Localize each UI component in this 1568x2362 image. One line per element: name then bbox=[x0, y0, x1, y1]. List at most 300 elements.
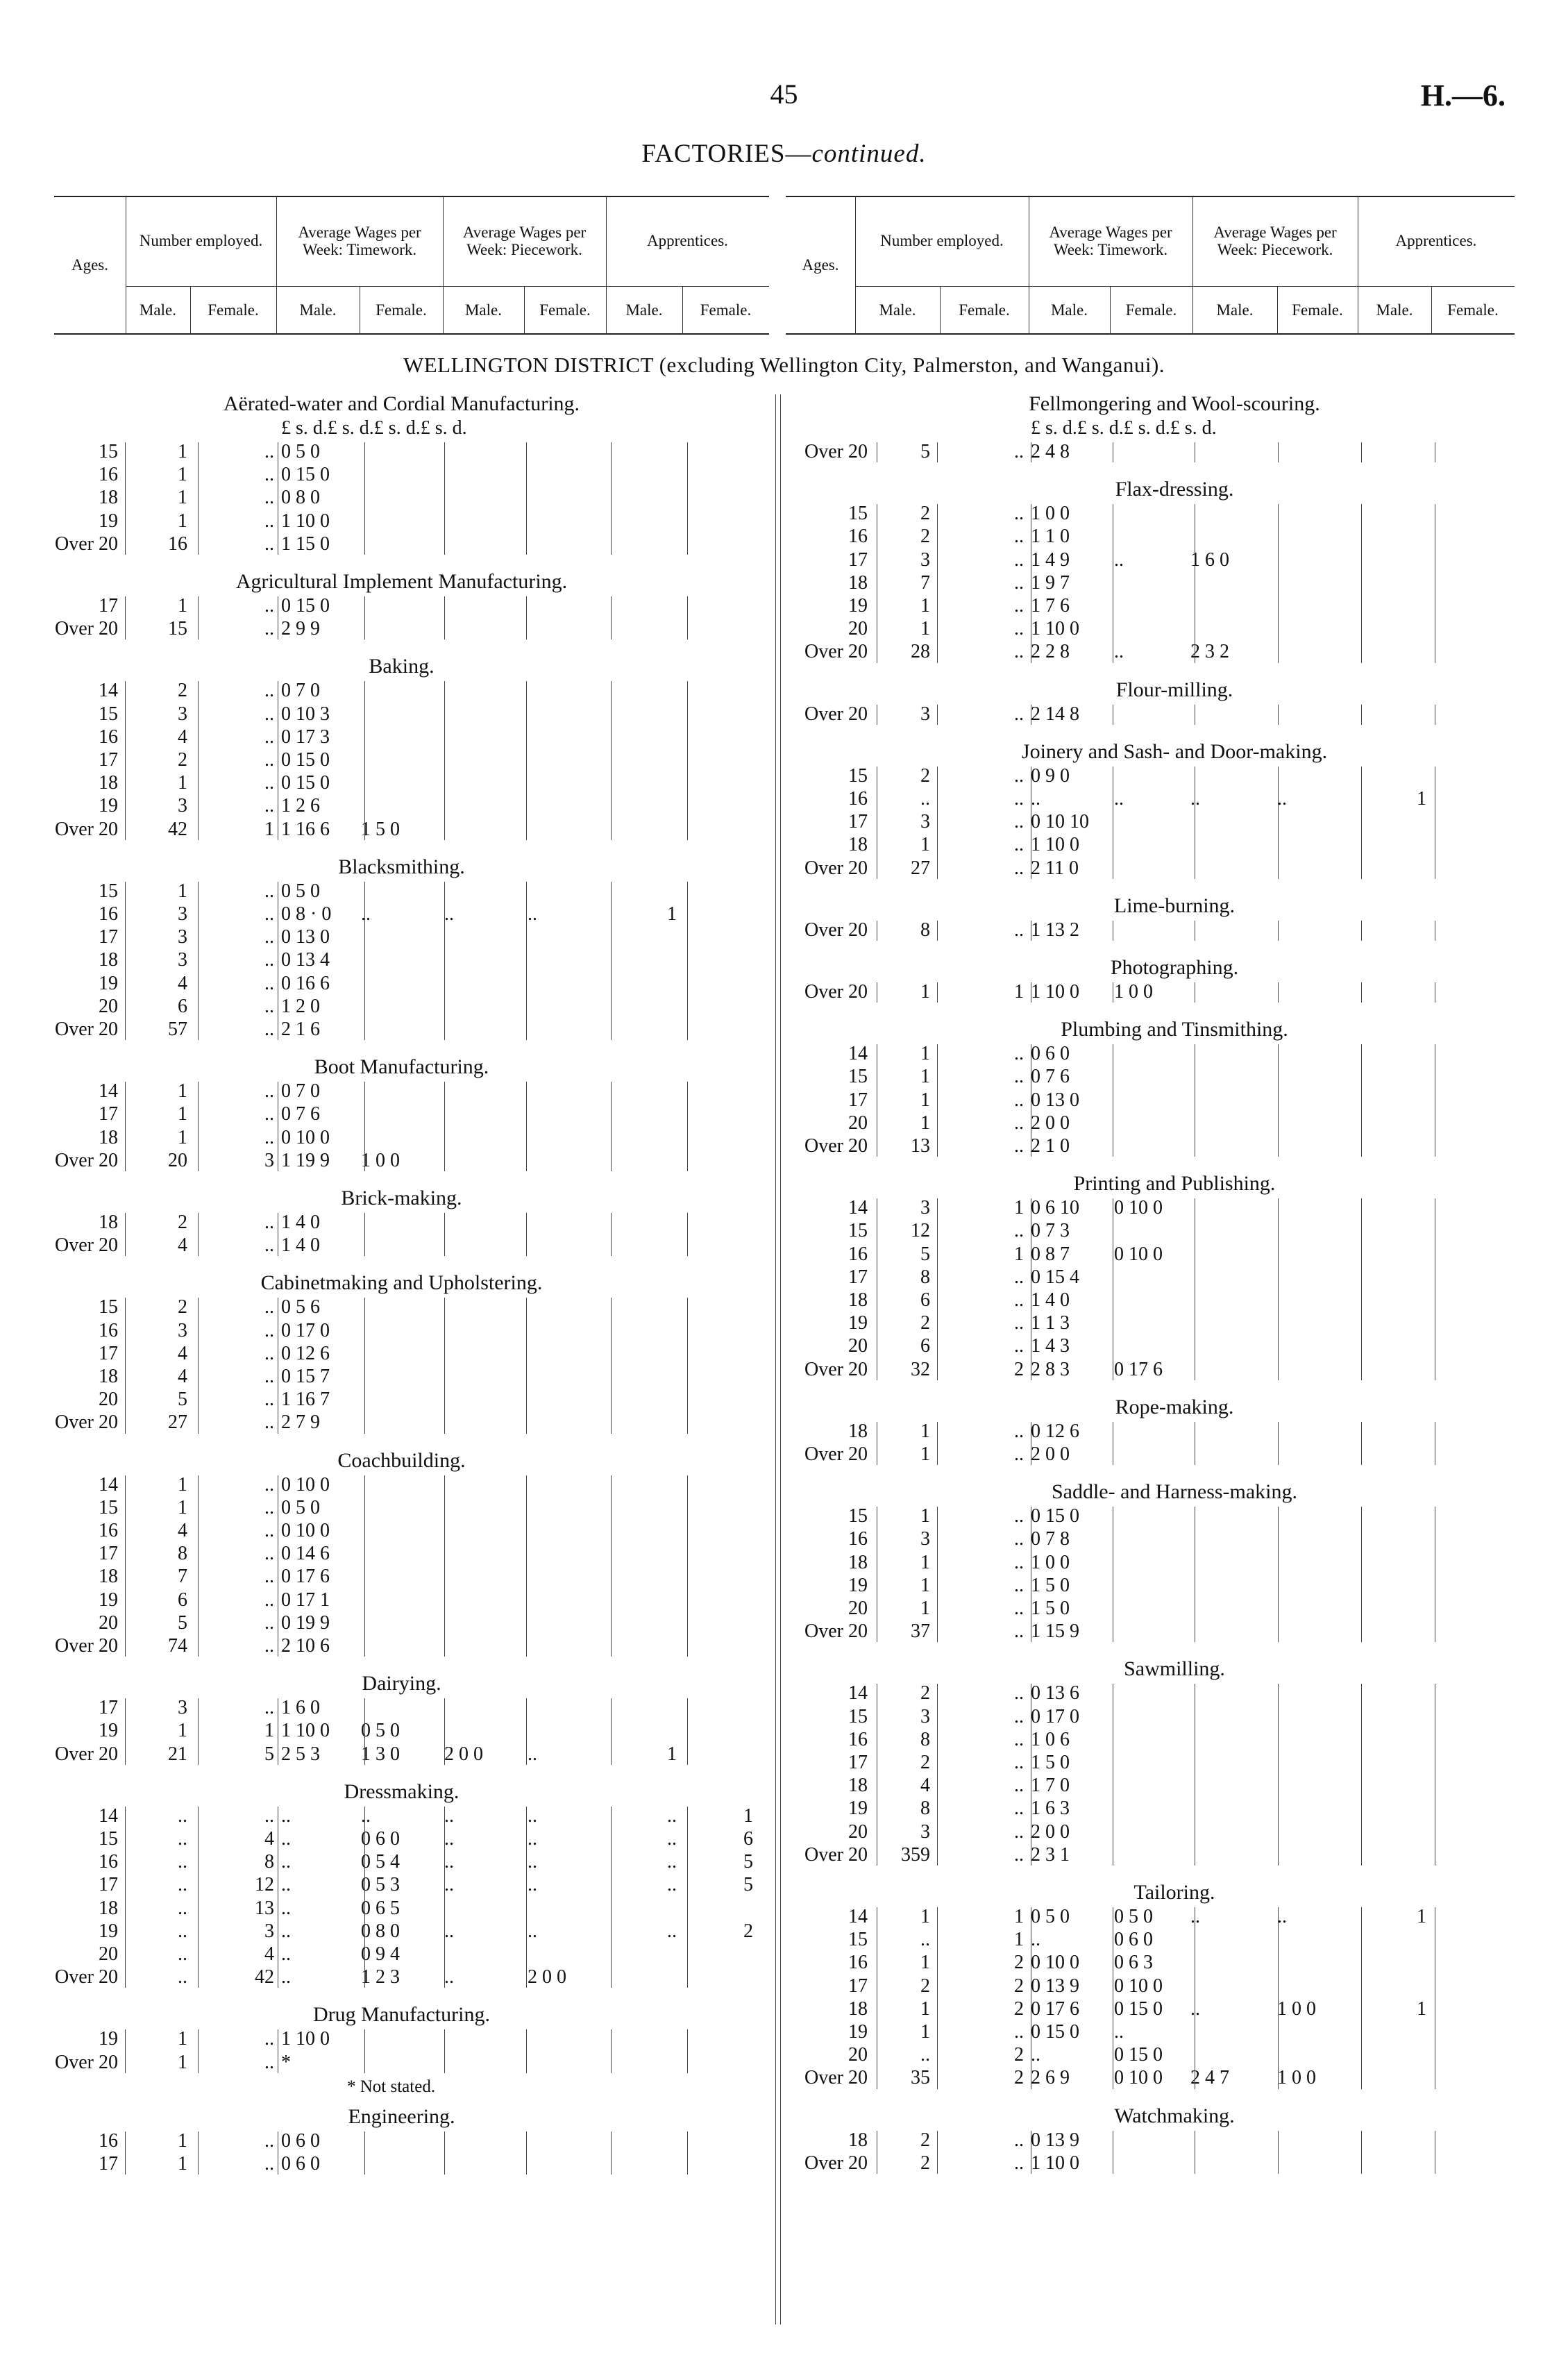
cell-female: .. bbox=[264, 1611, 274, 1634]
cell-tf: 0 9 4 bbox=[361, 1943, 400, 1965]
cell-female: .. bbox=[264, 1342, 274, 1364]
section-name: Saddle- and Harness-making. bbox=[1051, 1480, 1298, 1504]
cell-tm: 0 7 8 bbox=[1031, 1528, 1070, 1550]
column-rule bbox=[1361, 705, 1362, 725]
cell-male: 8 bbox=[920, 1798, 930, 1820]
table-row bbox=[0, 1497, 775, 1520]
cell-pm: 1 6 0 bbox=[1190, 548, 1229, 571]
cell-female: .. bbox=[1014, 919, 1024, 941]
cell-female: 8 bbox=[264, 1851, 274, 1873]
column-rule bbox=[1278, 1198, 1279, 1380]
cell-tm: 0 19 9 bbox=[281, 1611, 330, 1634]
cell-male: 3 bbox=[920, 1820, 930, 1843]
cell-female: .. bbox=[264, 1126, 274, 1148]
table-row bbox=[0, 1366, 775, 1389]
table-row bbox=[0, 464, 775, 487]
column-rule bbox=[611, 596, 612, 639]
cell-age: 14 bbox=[99, 1804, 118, 1827]
cell-age: 15 bbox=[99, 1496, 118, 1518]
cell-tm: 0 15 7 bbox=[281, 1365, 330, 1387]
table-row bbox=[781, 1552, 1568, 1575]
cell-tm: 1 5 0 bbox=[1031, 1751, 1070, 1773]
cell-age: Over 20 bbox=[55, 1966, 118, 1988]
cell-age: 20 bbox=[848, 618, 868, 640]
table-row bbox=[781, 1752, 1568, 1775]
cell-male: 3 bbox=[920, 1528, 930, 1550]
column-rule bbox=[1278, 442, 1279, 462]
cell-tm: 1 0 0 bbox=[1031, 1551, 1070, 1573]
section-name: Printing and Publishing. bbox=[1073, 1172, 1276, 1196]
column-rule bbox=[444, 1213, 445, 1256]
cell-male: .. bbox=[178, 1943, 187, 1965]
cell-tm: 2 0 0 bbox=[1031, 1820, 1070, 1843]
cell-male: 1 bbox=[178, 880, 187, 902]
cell-pm: .. bbox=[444, 1874, 454, 1896]
cell-tm: .. bbox=[1031, 787, 1040, 810]
table-row bbox=[0, 1851, 775, 1874]
cell-female: .. bbox=[264, 2028, 274, 2050]
column-rule bbox=[1278, 982, 1279, 1003]
cell-tm: 1 2 6 bbox=[281, 795, 320, 817]
column-rule bbox=[444, 681, 445, 839]
cell-tm: 0 15 0 bbox=[281, 464, 330, 486]
cell-female: 4 bbox=[264, 1827, 274, 1850]
cell-tm: 1 13 2 bbox=[1031, 919, 1079, 941]
cell-age: Over 20 bbox=[55, 2051, 118, 2073]
cell-age: 15 bbox=[99, 1827, 118, 1850]
cell-male: 42 bbox=[168, 818, 187, 840]
section-name: Cabinetmaking and Upholstering. bbox=[260, 1271, 543, 1295]
column-rule bbox=[1278, 1907, 1279, 2089]
cell-tf: 0 5 4 bbox=[361, 1851, 400, 1873]
cell-tf: 0 15 0 bbox=[1114, 1997, 1163, 2020]
cell-male: 7 bbox=[178, 1566, 187, 1588]
cell-male: 1 bbox=[920, 1597, 930, 1619]
cell-tm: 0 12 6 bbox=[281, 1342, 330, 1364]
cell-tm: 1 10 0 bbox=[281, 510, 330, 532]
cell-am: .. bbox=[667, 1874, 677, 1896]
cell-female: .. bbox=[1014, 1089, 1024, 1111]
cell-age: 17 bbox=[848, 1266, 868, 1288]
cell-female: .. bbox=[1014, 1443, 1024, 1465]
cell-tm: 1 4 3 bbox=[1031, 1335, 1070, 1357]
cell-tf: 0 10 0 bbox=[1114, 2067, 1163, 2089]
cell-tm: 2 6 9 bbox=[1031, 2067, 1070, 2089]
table-row bbox=[781, 2021, 1568, 2044]
cell-male: 1 bbox=[178, 1080, 187, 1103]
cell-female: .. bbox=[264, 2129, 274, 2152]
cell-male: 3 bbox=[178, 926, 187, 948]
section-name: Blacksmithing. bbox=[338, 855, 465, 878]
cell-female: .. bbox=[1014, 2152, 1024, 2174]
cell-am: 1 bbox=[1417, 1997, 1426, 2020]
cell-male: 1 bbox=[920, 1043, 930, 1065]
cell-female: .. bbox=[1014, 1597, 1024, 1619]
section-name: Plumbing and Tinsmithing. bbox=[1061, 1018, 1288, 1041]
table-row bbox=[781, 981, 1568, 1004]
cell-af: 5 bbox=[743, 1851, 753, 1873]
cell-tf: 1 0 0 bbox=[361, 1149, 400, 1171]
cell-female: .. bbox=[1014, 1775, 1024, 1797]
cell-tm: 0 7 3 bbox=[1031, 1220, 1070, 1242]
cell-tm: 1 4 0 bbox=[1031, 1289, 1070, 1311]
section-name: Baking. bbox=[369, 655, 435, 678]
column-rule bbox=[444, 882, 445, 1040]
cell-male: 3 bbox=[920, 1705, 930, 1727]
column-rule bbox=[526, 596, 527, 639]
cell-tm: 0 10 0 bbox=[281, 1473, 330, 1496]
column-rule bbox=[687, 1298, 688, 1433]
cell-female: .. bbox=[1014, 1420, 1024, 1442]
cell-male: 1 bbox=[920, 1952, 930, 1974]
table-row bbox=[0, 618, 775, 641]
table-row bbox=[781, 1421, 1568, 1443]
page-title bbox=[0, 139, 1568, 169]
cell-male: 1 bbox=[178, 595, 187, 617]
cell-female: .. bbox=[1014, 1705, 1024, 1727]
table-row bbox=[0, 795, 775, 818]
column-rule bbox=[611, 1698, 612, 1765]
cell-age: 17 bbox=[99, 1543, 118, 1565]
section-name: Dressmaking. bbox=[344, 1779, 460, 1803]
table-row bbox=[781, 1682, 1568, 1705]
table-row bbox=[781, 1929, 1568, 1952]
cell-tm: 1 7 6 bbox=[1031, 594, 1070, 617]
header-wages-timework: Average Wages per Week: Timework. bbox=[298, 223, 421, 258]
cell-age: 18 bbox=[99, 1212, 118, 1233]
cell-male: 28 bbox=[911, 641, 930, 663]
table-row bbox=[781, 1135, 1568, 1158]
table-row bbox=[0, 973, 775, 996]
cell-pm: .. bbox=[444, 1804, 454, 1827]
cell-male: 4 bbox=[178, 972, 187, 994]
cell-age: 17 bbox=[99, 1874, 118, 1896]
cell-tf: 0 10 0 bbox=[1114, 1197, 1163, 1219]
cell-age: 20 bbox=[99, 1611, 118, 1634]
page-reference: H.—6. bbox=[1420, 78, 1506, 112]
cell-age: 16 bbox=[848, 1528, 868, 1550]
table-row bbox=[781, 1312, 1568, 1335]
cell-tf: .. bbox=[361, 1804, 371, 1827]
cell-af: 1 bbox=[743, 1804, 753, 1827]
cell-tf: 0 8 0 bbox=[361, 1920, 400, 1942]
table-row bbox=[781, 2129, 1568, 2152]
cell-age: 17 bbox=[99, 926, 118, 948]
cell-female: .. bbox=[264, 510, 274, 532]
header-female-7: Female. bbox=[1447, 301, 1499, 319]
cell-female: .. bbox=[264, 795, 274, 817]
column-rule bbox=[125, 2029, 126, 2072]
table-row bbox=[781, 788, 1568, 811]
column-rule bbox=[444, 1298, 445, 1433]
cell-female: 1 bbox=[264, 1720, 274, 1742]
cell-age: 15 bbox=[848, 1220, 868, 1242]
cell-age: 20 bbox=[848, 1112, 868, 1134]
cell-female: .. bbox=[1014, 526, 1024, 548]
cell-male: 1 bbox=[178, 2028, 187, 2050]
cell-tm: 0 6 0 bbox=[1031, 1043, 1070, 1065]
cell-male: 2 bbox=[920, 2152, 930, 2174]
cell-female: 3 bbox=[264, 1920, 274, 1942]
section-name: Lime-burning. bbox=[1113, 894, 1236, 917]
cell-female: .. bbox=[264, 2051, 274, 2073]
cell-tm: 0 17 1 bbox=[281, 1589, 330, 1611]
cell-female: .. bbox=[1014, 1112, 1024, 1134]
cell-female: .. bbox=[1014, 703, 1024, 725]
table-row bbox=[0, 1898, 775, 1920]
cell-tm: 0 13 9 bbox=[1031, 1975, 1079, 1997]
cell-female: .. bbox=[1014, 2021, 1024, 2043]
column-rule bbox=[611, 1298, 612, 1433]
cell-am: .. bbox=[667, 1851, 677, 1873]
header-number-employed: Number employed. bbox=[139, 232, 263, 250]
column-rule bbox=[937, 1907, 938, 2089]
cell-tm: 0 15 0 bbox=[1031, 1505, 1079, 1527]
cell-age: 18 bbox=[848, 571, 868, 594]
cell-female: 1 bbox=[1014, 1929, 1024, 1951]
cell-age: Over 20 bbox=[55, 1018, 118, 1040]
cell-age: 16 bbox=[848, 1728, 868, 1750]
cell-male: 2 bbox=[178, 748, 187, 771]
cell-female: .. bbox=[264, 703, 274, 725]
cell-female: .. bbox=[264, 748, 274, 771]
cell-age: Over 20 bbox=[804, 1843, 868, 1866]
cell-age: 18 bbox=[99, 1566, 118, 1588]
cell-tm: 1 4 0 bbox=[281, 1234, 320, 1257]
cell-tm: 1 6 3 bbox=[1031, 1798, 1070, 1820]
section-name: Rope-making. bbox=[1115, 1395, 1234, 1418]
cell-male: 2 bbox=[920, 764, 930, 787]
cell-tm: 0 13 6 bbox=[1031, 1682, 1079, 1705]
cell-female: .. bbox=[264, 1212, 274, 1233]
cell-age: 17 bbox=[99, 748, 118, 771]
cell-female: .. bbox=[1014, 1620, 1024, 1643]
column-rule bbox=[937, 1198, 938, 1380]
cell-female: 1 bbox=[1014, 981, 1024, 1003]
column-rule bbox=[444, 1698, 445, 1765]
cell-am: .. bbox=[667, 1920, 677, 1942]
cell-tm: 1 1 3 bbox=[1031, 1312, 1070, 1334]
cell-age: 18 bbox=[848, 1997, 868, 2020]
cell-tm: 1 10 0 bbox=[1031, 834, 1079, 856]
cell-male: .. bbox=[920, 1929, 930, 1951]
cell-tm: .. bbox=[281, 1897, 291, 1919]
center-divider bbox=[775, 394, 776, 2325]
table-row bbox=[781, 1729, 1568, 1752]
cell-pm: .. bbox=[444, 1851, 454, 1873]
table-row bbox=[781, 1266, 1568, 1289]
cell-male: 37 bbox=[911, 1620, 930, 1643]
section-name: Fellmongering and Wool-scouring. bbox=[1029, 392, 1320, 415]
cell-age: 14 bbox=[848, 1197, 868, 1219]
cell-pm: .. bbox=[444, 903, 454, 925]
table-row bbox=[0, 949, 775, 972]
cell-female: .. bbox=[1014, 1574, 1024, 1596]
cell-tm: 0 8 0 bbox=[281, 487, 320, 509]
column-rule bbox=[937, 1044, 938, 1157]
cell-female: .. bbox=[1014, 1728, 1024, 1750]
header-number-employed: Number employed. bbox=[880, 232, 1004, 250]
column-rule bbox=[526, 442, 527, 555]
cell-tm: 1 5 0 bbox=[1031, 1597, 1070, 1619]
table-row bbox=[781, 1528, 1568, 1551]
header-apprentices: Apprentices. bbox=[1395, 232, 1477, 250]
cell-age: 16 bbox=[99, 726, 118, 748]
cell-male: 1 bbox=[920, 1505, 930, 1527]
cell-male: 35 bbox=[911, 2067, 930, 2089]
cell-female: .. bbox=[264, 618, 274, 640]
table-row bbox=[0, 749, 775, 772]
cell-age: Over 20 bbox=[55, 1412, 118, 1434]
cell-female: .. bbox=[264, 1080, 274, 1103]
cell-tm: 0 6 0 bbox=[281, 2129, 320, 2152]
cell-female: 13 bbox=[255, 1897, 274, 1919]
cell-male: 3 bbox=[178, 703, 187, 725]
cell-male: 1 bbox=[920, 1574, 930, 1596]
section-name: Flax-dressing. bbox=[1115, 478, 1234, 501]
header-male-0: Male. bbox=[139, 301, 176, 319]
cell-male: 12 bbox=[911, 1220, 930, 1242]
cell-female: 1 bbox=[1014, 1243, 1024, 1265]
cell-female: .. bbox=[1014, 1751, 1024, 1773]
column-rule bbox=[444, 442, 445, 555]
table-row bbox=[0, 1343, 775, 1366]
column-rule bbox=[937, 1507, 938, 1642]
table-row bbox=[0, 1234, 775, 1257]
column-rule bbox=[526, 882, 527, 1040]
cell-tf: .. bbox=[1114, 548, 1124, 571]
cell-age: Over 20 bbox=[55, 1634, 118, 1657]
cell-female: 42 bbox=[255, 1966, 274, 1988]
column-rule bbox=[125, 1807, 126, 1988]
column-rule bbox=[526, 1298, 527, 1433]
cell-female: 1 bbox=[1014, 1906, 1024, 1927]
cell-age: 18 bbox=[848, 1289, 868, 1311]
cell-age: 18 bbox=[99, 1126, 118, 1148]
cell-female: 12 bbox=[255, 1874, 274, 1896]
cell-tf: 0 15 0 bbox=[1114, 2044, 1163, 2066]
cell-age: 18 bbox=[848, 1420, 868, 1442]
header-female-7: Female. bbox=[700, 301, 752, 319]
column-rule bbox=[1361, 504, 1362, 662]
section-name: Flour-milling. bbox=[1115, 678, 1233, 701]
cell-male: 13 bbox=[911, 1134, 930, 1157]
district-heading: WELLINGTON DISTRICT (excluding Wellington City, Palmerston, and Wanganui). bbox=[403, 353, 1165, 377]
cell-female: .. bbox=[1014, 1043, 1024, 1065]
column-rule bbox=[364, 681, 365, 839]
cell-tm: 2 8 3 bbox=[1031, 1358, 1070, 1380]
cell-male: 6 bbox=[178, 995, 187, 1017]
cell-pm: .. bbox=[1190, 1997, 1200, 2020]
table-row bbox=[781, 1821, 1568, 1844]
column-rule bbox=[526, 2029, 527, 2072]
cell-age: Over 20 bbox=[804, 641, 868, 663]
cell-male: .. bbox=[920, 2044, 930, 2066]
cell-am: 1 bbox=[1417, 787, 1426, 810]
cell-female: .. bbox=[264, 1103, 274, 1125]
currency-header: £ s. d.£ s. d.£ s. d.£ s. d. bbox=[281, 417, 467, 439]
cell-age: 15 bbox=[848, 1505, 868, 1527]
column-rule bbox=[198, 1475, 199, 1657]
cell-female: .. bbox=[1014, 1798, 1024, 1820]
cell-age: 18 bbox=[848, 1775, 868, 1797]
cell-female: .. bbox=[1014, 857, 1024, 879]
column-rule bbox=[1278, 921, 1279, 941]
section-name: Drug Manufacturing. bbox=[313, 2003, 490, 2027]
header-male-6: Male. bbox=[625, 301, 663, 319]
cell-male: 1 bbox=[920, 981, 930, 1003]
column-rule bbox=[1278, 1507, 1279, 1642]
table-row bbox=[781, 1998, 1568, 2021]
cell-male: 8 bbox=[920, 1728, 930, 1750]
cell-male: 27 bbox=[168, 1412, 187, 1434]
table-row bbox=[781, 811, 1568, 834]
column-rule bbox=[364, 882, 365, 1040]
cell-age: 17 bbox=[99, 595, 118, 617]
table-row bbox=[0, 1920, 775, 1943]
cell-male: 1 bbox=[178, 464, 187, 486]
column-header-left bbox=[54, 196, 769, 335]
cell-tm: 0 8 · 0 bbox=[281, 903, 332, 925]
column-rule bbox=[687, 596, 688, 639]
column-rule bbox=[364, 1807, 365, 1988]
column-rule bbox=[1361, 982, 1362, 1003]
column-rule bbox=[1278, 504, 1279, 662]
column-rule bbox=[125, 1698, 126, 1765]
cell-tf: 0 5 3 bbox=[361, 1874, 400, 1896]
table-row bbox=[781, 1598, 1568, 1620]
cell-tm: 1 15 9 bbox=[1031, 1620, 1079, 1643]
cell-male: 8 bbox=[178, 1543, 187, 1565]
table-row bbox=[0, 1320, 775, 1343]
cell-male: 4 bbox=[178, 1365, 187, 1387]
column-rule bbox=[1361, 921, 1362, 941]
column-rule bbox=[687, 442, 688, 555]
table-row bbox=[0, 2130, 775, 2153]
column-rule bbox=[687, 1807, 688, 1988]
cell-male: 3 bbox=[178, 903, 187, 925]
cell-male: 4 bbox=[178, 1519, 187, 1541]
cell-tm: 2 5 3 bbox=[281, 1743, 320, 1765]
column-rule bbox=[1278, 705, 1279, 725]
cell-tf: 0 5 0 bbox=[361, 1720, 400, 1742]
table-row bbox=[781, 1220, 1568, 1243]
cell-female: .. bbox=[264, 441, 274, 462]
column-rule bbox=[198, 1213, 199, 1256]
cell-pf: .. bbox=[1277, 787, 1287, 810]
column-rule bbox=[198, 1082, 199, 1171]
column-rule bbox=[687, 1698, 688, 1765]
table-row bbox=[781, 1906, 1568, 1929]
cell-pm: .. bbox=[444, 1827, 454, 1850]
cell-tm: 0 17 0 bbox=[1031, 1705, 1079, 1727]
table-row bbox=[781, 441, 1568, 464]
cell-tf: .. bbox=[1114, 641, 1124, 663]
cell-male: 2 bbox=[178, 680, 187, 702]
cell-female: .. bbox=[1014, 1066, 1024, 1088]
header-male-4: Male. bbox=[1216, 301, 1254, 319]
section-name: Watchmaking. bbox=[1114, 2104, 1235, 2127]
column-rule bbox=[364, 1475, 365, 1657]
cell-tf: 0 17 6 bbox=[1114, 1358, 1163, 1380]
cell-tm: 1 5 0 bbox=[1031, 1574, 1070, 1596]
cell-age: 17 bbox=[848, 1751, 868, 1773]
cell-age: Over 20 bbox=[804, 919, 868, 941]
cell-age: Over 20 bbox=[804, 1443, 868, 1465]
cell-age: 16 bbox=[99, 1851, 118, 1873]
column-rule bbox=[611, 1213, 612, 1256]
table-row bbox=[0, 1019, 775, 1041]
